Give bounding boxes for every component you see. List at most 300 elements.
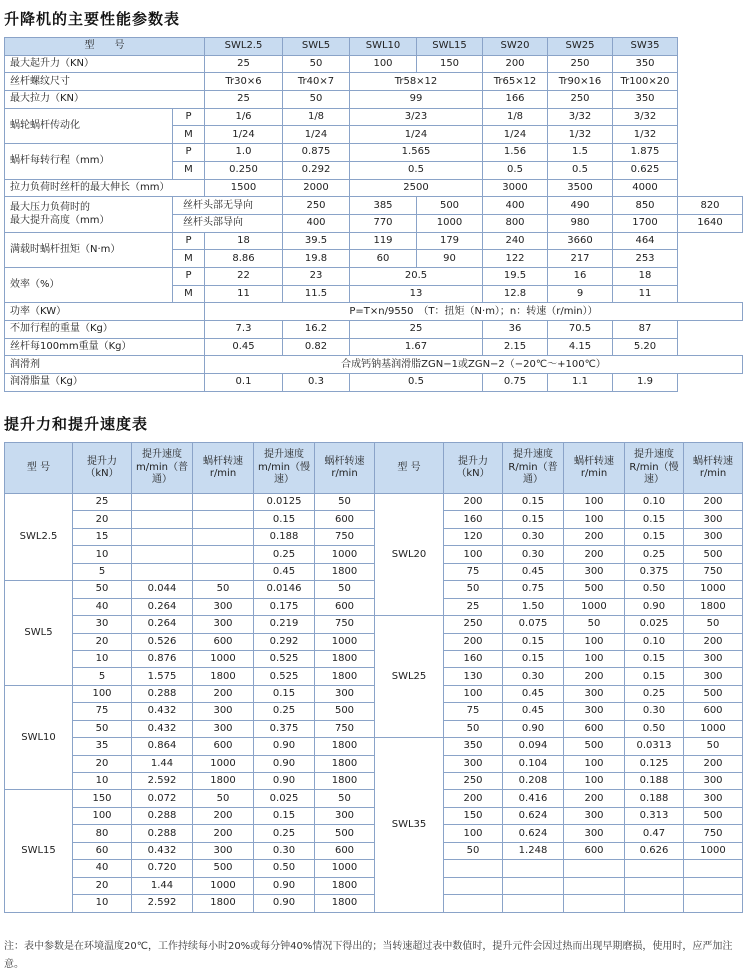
cell bbox=[132, 511, 193, 528]
cell: 100 bbox=[564, 755, 625, 772]
cell: 0.288 bbox=[132, 807, 193, 824]
table-row bbox=[5, 895, 743, 912]
cell: 50 bbox=[73, 581, 132, 598]
table-row bbox=[5, 703, 743, 720]
cell: 1000 bbox=[684, 581, 743, 598]
cell: 4.15 bbox=[548, 338, 613, 356]
speed-table bbox=[4, 442, 743, 913]
cell: 0.90 bbox=[254, 738, 315, 755]
cell: 300 bbox=[564, 807, 625, 824]
cell: 250 bbox=[283, 197, 350, 215]
cell: 0.0125 bbox=[254, 494, 315, 511]
cell: 0.125 bbox=[625, 755, 684, 772]
cell: 1800 bbox=[193, 668, 254, 685]
cell: 90 bbox=[417, 250, 483, 268]
cell: 50 bbox=[684, 616, 743, 633]
cell: 750 bbox=[315, 720, 375, 737]
cell: 0.50 bbox=[625, 720, 684, 737]
cell: 0.432 bbox=[132, 842, 193, 859]
pm-label: M bbox=[173, 126, 205, 144]
cell: 20 bbox=[73, 877, 132, 894]
cell: 0.15 bbox=[625, 528, 684, 545]
cell: 0.47 bbox=[625, 825, 684, 842]
cell: 1000 bbox=[193, 650, 254, 667]
cell: 300 bbox=[684, 528, 743, 545]
cell: 35 bbox=[73, 738, 132, 755]
cell: 1800 bbox=[193, 895, 254, 912]
cell: 160 bbox=[444, 511, 503, 528]
sub-label: 丝杆头部导向 bbox=[173, 214, 283, 232]
pm-label: P bbox=[173, 267, 205, 285]
row-height-1 bbox=[5, 197, 743, 215]
cell: 100 bbox=[564, 633, 625, 650]
cell: 600 bbox=[193, 738, 254, 755]
pm-label: M bbox=[173, 250, 205, 268]
cell: 0.626 bbox=[625, 842, 684, 859]
cell bbox=[503, 860, 564, 877]
cell: 2000 bbox=[283, 179, 350, 197]
cell: 16 bbox=[548, 267, 613, 285]
t2-header-rpm: 蜗杆转速r/min bbox=[193, 443, 254, 494]
cell: 500 bbox=[193, 860, 254, 877]
t1-header-cell: SWL2.5 bbox=[205, 38, 283, 56]
cell: 0.3 bbox=[283, 374, 350, 392]
cell bbox=[444, 877, 503, 894]
row-ratio-p bbox=[5, 108, 743, 126]
cell: 0.90 bbox=[254, 755, 315, 772]
t2-header-row bbox=[5, 443, 743, 494]
cell: 500 bbox=[564, 581, 625, 598]
pm-label: M bbox=[173, 161, 205, 179]
cell: 1800 bbox=[315, 563, 375, 580]
cell: 179 bbox=[417, 232, 483, 250]
cell: 1.5 bbox=[548, 144, 613, 162]
cell: 200 bbox=[483, 55, 548, 73]
cell: 50 bbox=[73, 720, 132, 737]
cell bbox=[684, 895, 743, 912]
cell: 0.30 bbox=[625, 703, 684, 720]
cell: 50 bbox=[283, 91, 350, 109]
cell: 50 bbox=[315, 494, 375, 511]
cell: 850 bbox=[613, 197, 678, 215]
cell: 0.208 bbox=[503, 773, 564, 790]
cell: 0.624 bbox=[503, 807, 564, 824]
t2-header-force: 提升力（kN） bbox=[73, 443, 132, 494]
cell: 500 bbox=[315, 703, 375, 720]
cell: 750 bbox=[315, 616, 375, 633]
cell: 464 bbox=[613, 232, 678, 250]
cell: 980 bbox=[548, 214, 613, 232]
cell: 150 bbox=[73, 790, 132, 807]
cell: 25 bbox=[350, 321, 483, 339]
cell: Tr58×12 bbox=[350, 73, 483, 91]
table-row bbox=[5, 668, 743, 685]
cell: 3/32 bbox=[613, 108, 678, 126]
cell: 19.8 bbox=[283, 250, 350, 268]
cell bbox=[193, 528, 254, 545]
cell: 600 bbox=[315, 842, 375, 859]
cell: 75 bbox=[73, 703, 132, 720]
cell: 100 bbox=[444, 825, 503, 842]
cell: 0.175 bbox=[254, 598, 315, 615]
cell: 200 bbox=[444, 790, 503, 807]
cell: 60 bbox=[73, 842, 132, 859]
cell: 50 bbox=[193, 581, 254, 598]
cell: 1800 bbox=[315, 650, 375, 667]
cell: 500 bbox=[417, 197, 483, 215]
table-row bbox=[5, 581, 743, 598]
cell: 0.25 bbox=[254, 703, 315, 720]
cell: 250 bbox=[548, 55, 613, 73]
cell: 200 bbox=[564, 528, 625, 545]
row-thread bbox=[5, 73, 743, 91]
cell: 300 bbox=[564, 563, 625, 580]
cell: 300 bbox=[684, 668, 743, 685]
cell: 22 bbox=[205, 267, 283, 285]
row-label: 最大起升力（KN） bbox=[5, 55, 205, 73]
cell: 0.875 bbox=[283, 144, 350, 162]
t2-header-model-r: 型 号 bbox=[375, 443, 444, 494]
row-max-extension bbox=[5, 179, 743, 197]
t1-header-cell: SWL10 bbox=[350, 38, 417, 56]
cell: 16.2 bbox=[283, 321, 350, 339]
cell: 300 bbox=[564, 703, 625, 720]
cell: 3660 bbox=[548, 232, 613, 250]
cell: 40 bbox=[73, 860, 132, 877]
cell: 23 bbox=[283, 267, 350, 285]
cell: 0.15 bbox=[254, 685, 315, 702]
cell: 1800 bbox=[315, 738, 375, 755]
row-label: 最大拉力（KN） bbox=[5, 91, 205, 109]
table-row bbox=[5, 825, 743, 842]
cell: 0.45 bbox=[205, 338, 283, 356]
table-row bbox=[5, 616, 743, 633]
cell: 100 bbox=[444, 546, 503, 563]
cell: 19.5 bbox=[483, 267, 548, 285]
cell: 0.45 bbox=[503, 685, 564, 702]
cell: 1/8 bbox=[483, 108, 548, 126]
pm-label: P bbox=[173, 232, 205, 250]
cell: 60 bbox=[350, 250, 417, 268]
cell bbox=[564, 895, 625, 912]
cell: 0.15 bbox=[503, 650, 564, 667]
cell: 0.5 bbox=[548, 161, 613, 179]
table-row bbox=[5, 650, 743, 667]
cell: 0.50 bbox=[625, 581, 684, 598]
cell: 300 bbox=[315, 685, 375, 702]
cell: 200 bbox=[684, 494, 743, 511]
cell: 0.5 bbox=[483, 161, 548, 179]
cell: 99 bbox=[350, 91, 483, 109]
cell: 250 bbox=[444, 616, 503, 633]
cell: 1/8 bbox=[283, 108, 350, 126]
cell: 1800 bbox=[684, 598, 743, 615]
cell: 0.188 bbox=[625, 790, 684, 807]
cell: Tr30×6 bbox=[205, 73, 283, 91]
cell: 119 bbox=[350, 232, 417, 250]
cell: 36 bbox=[483, 321, 548, 339]
cell: 0.15 bbox=[503, 511, 564, 528]
cell: 0.45 bbox=[503, 703, 564, 720]
cell: 500 bbox=[684, 546, 743, 563]
cell: 10 bbox=[73, 650, 132, 667]
cell: Tr100×20 bbox=[613, 73, 678, 91]
cell bbox=[503, 895, 564, 912]
cell: 0.75 bbox=[503, 581, 564, 598]
cell: 0.313 bbox=[625, 807, 684, 824]
cell: 0.876 bbox=[132, 650, 193, 667]
row-label: 效率（%） bbox=[5, 267, 173, 302]
cell: 0.25 bbox=[625, 685, 684, 702]
row-weight-100 bbox=[5, 338, 743, 356]
cell: 0.219 bbox=[254, 616, 315, 633]
cell: 50 bbox=[315, 790, 375, 807]
cell: 75 bbox=[444, 703, 503, 720]
cell: 300 bbox=[444, 755, 503, 772]
row-label-line: 最大提升高度（mm） bbox=[10, 215, 110, 227]
cell: 1800 bbox=[193, 773, 254, 790]
cell: 5.20 bbox=[613, 338, 678, 356]
cell: 500 bbox=[315, 825, 375, 842]
cell bbox=[444, 860, 503, 877]
cell bbox=[193, 511, 254, 528]
cell: 0.45 bbox=[254, 563, 315, 580]
cell: 10 bbox=[73, 773, 132, 790]
cell: 1.44 bbox=[132, 755, 193, 772]
row-label: 润滑剂 bbox=[5, 356, 205, 374]
cell: Tr40×7 bbox=[283, 73, 350, 91]
table-row bbox=[5, 633, 743, 650]
row-lube-qty bbox=[5, 374, 743, 392]
row-label: 丝杆每100mm重量（Kg） bbox=[5, 338, 205, 356]
model-cell: SWL10 bbox=[5, 685, 73, 790]
cell: 0.5 bbox=[350, 161, 483, 179]
cell: 240 bbox=[483, 232, 548, 250]
cell: 1.9 bbox=[613, 374, 678, 392]
cell: 750 bbox=[315, 528, 375, 545]
t1-header-model: 型 号 bbox=[5, 38, 205, 56]
cell: 1/24 bbox=[283, 126, 350, 144]
cell: 300 bbox=[193, 616, 254, 633]
cell: 18 bbox=[613, 267, 678, 285]
cell: 11.5 bbox=[283, 285, 350, 303]
model-cell: SWL20 bbox=[375, 494, 444, 616]
cell: 400 bbox=[283, 214, 350, 232]
cell: 0.525 bbox=[254, 668, 315, 685]
cell: 300 bbox=[193, 598, 254, 615]
cell: 100 bbox=[564, 511, 625, 528]
cell: 0.30 bbox=[254, 842, 315, 859]
cell: 20.5 bbox=[350, 267, 483, 285]
cell: 1/32 bbox=[548, 126, 613, 144]
cell: 50 bbox=[684, 738, 743, 755]
table-row bbox=[5, 563, 743, 580]
cell: 0.90 bbox=[254, 773, 315, 790]
cell: 1.1 bbox=[548, 374, 613, 392]
cell: 200 bbox=[684, 633, 743, 650]
cell: 0.15 bbox=[625, 650, 684, 667]
table-row bbox=[5, 720, 743, 737]
cell: 15 bbox=[73, 528, 132, 545]
cell: 1.44 bbox=[132, 877, 193, 894]
cell bbox=[132, 563, 193, 580]
cell: 122 bbox=[483, 250, 548, 268]
cell: 1000 bbox=[315, 860, 375, 877]
cell: 0.50 bbox=[254, 860, 315, 877]
cell: 800 bbox=[483, 214, 548, 232]
cell: 70.5 bbox=[548, 321, 613, 339]
cell: 1.248 bbox=[503, 842, 564, 859]
cell: 770 bbox=[350, 214, 417, 232]
cell: 3/23 bbox=[350, 108, 483, 126]
cell: 0.264 bbox=[132, 598, 193, 615]
cell bbox=[444, 895, 503, 912]
cell: 0.094 bbox=[503, 738, 564, 755]
table-row bbox=[5, 494, 743, 511]
cell: 0.15 bbox=[625, 511, 684, 528]
cell: 0.292 bbox=[283, 161, 350, 179]
cell: 0.432 bbox=[132, 703, 193, 720]
table-row bbox=[5, 807, 743, 824]
cell: 0.025 bbox=[625, 616, 684, 633]
cell: 0.30 bbox=[503, 528, 564, 545]
cell: 1/24 bbox=[483, 126, 548, 144]
cell: 300 bbox=[193, 703, 254, 720]
cell: 200 bbox=[193, 807, 254, 824]
cell: 1000 bbox=[315, 633, 375, 650]
table-row bbox=[5, 598, 743, 615]
cell: 130 bbox=[444, 668, 503, 685]
cell: 100 bbox=[444, 685, 503, 702]
cell: 0.82 bbox=[283, 338, 350, 356]
cell: 200 bbox=[684, 755, 743, 772]
cell: 0.15 bbox=[254, 807, 315, 824]
cell: 1.56 bbox=[483, 144, 548, 162]
cell: 0.375 bbox=[254, 720, 315, 737]
table-row bbox=[5, 842, 743, 859]
cell: 0.1 bbox=[205, 374, 283, 392]
cell: 150 bbox=[417, 55, 483, 73]
cell: 0.375 bbox=[625, 563, 684, 580]
cell: 0.720 bbox=[132, 860, 193, 877]
performance-table bbox=[4, 37, 743, 392]
cell: 0.292 bbox=[254, 633, 315, 650]
cell: 250 bbox=[548, 91, 613, 109]
t2-header-speed-normal-r: 提升速度R/min（普通） bbox=[503, 443, 564, 494]
row-label: 功率（KW） bbox=[5, 303, 205, 321]
cell: 1800 bbox=[315, 895, 375, 912]
cell: 50 bbox=[564, 616, 625, 633]
t2-header-rpm2-r: 蜗杆转速r/min bbox=[684, 443, 743, 494]
row-label: 满载时蜗杆扭矩（N·m） bbox=[5, 232, 173, 267]
cell: 0.0146 bbox=[254, 581, 315, 598]
t1-header-cell: SW25 bbox=[548, 38, 613, 56]
cell: 300 bbox=[684, 511, 743, 528]
cell bbox=[193, 563, 254, 580]
row-label: 不加行程的重量（Kg） bbox=[5, 321, 205, 339]
cell: 0.90 bbox=[503, 720, 564, 737]
cell: 0.15 bbox=[254, 511, 315, 528]
cell: 0.188 bbox=[625, 773, 684, 790]
cell: 87 bbox=[613, 321, 678, 339]
cell: 25 bbox=[444, 598, 503, 615]
cell: 3000 bbox=[483, 179, 548, 197]
cell: 0.90 bbox=[254, 895, 315, 912]
cell: 0.104 bbox=[503, 755, 564, 772]
cell: 8.86 bbox=[205, 250, 283, 268]
cell: 2.15 bbox=[483, 338, 548, 356]
cell: 1800 bbox=[315, 877, 375, 894]
table-row bbox=[5, 877, 743, 894]
cell: 160 bbox=[444, 650, 503, 667]
cell: 100 bbox=[73, 685, 132, 702]
t2-header-model: 型 号 bbox=[5, 443, 73, 494]
cell: 600 bbox=[684, 703, 743, 720]
cell: 400 bbox=[483, 197, 548, 215]
cell: 300 bbox=[684, 790, 743, 807]
cell: 18 bbox=[205, 232, 283, 250]
cell: 50 bbox=[444, 581, 503, 598]
row-stroke-p bbox=[5, 144, 743, 162]
cell: 0.45 bbox=[503, 563, 564, 580]
cell: 300 bbox=[315, 807, 375, 824]
cell: 1/24 bbox=[350, 126, 483, 144]
row-power bbox=[5, 303, 743, 321]
cell bbox=[193, 494, 254, 511]
cell bbox=[625, 860, 684, 877]
t2-header-rpm-r: 蜗杆转速r/min bbox=[564, 443, 625, 494]
cell: 100 bbox=[564, 773, 625, 790]
table2-title: 提升力和提升速度表 bbox=[4, 415, 149, 433]
cell: 10 bbox=[73, 546, 132, 563]
cell: 150 bbox=[444, 807, 503, 824]
table-row bbox=[5, 511, 743, 528]
sub-label: 丝杆头部无导向 bbox=[173, 197, 283, 215]
cell: 217 bbox=[548, 250, 613, 268]
cell: 0.15 bbox=[625, 668, 684, 685]
cell: 5 bbox=[73, 563, 132, 580]
cell: 20 bbox=[73, 511, 132, 528]
cell: 0.075 bbox=[503, 616, 564, 633]
cell: 1/32 bbox=[613, 126, 678, 144]
cell: 50 bbox=[315, 581, 375, 598]
cell: 300 bbox=[564, 825, 625, 842]
row-torque-p bbox=[5, 232, 743, 250]
cell: 39.5 bbox=[283, 232, 350, 250]
cell bbox=[564, 877, 625, 894]
footnote: 注：表中参数是在环境温度20℃，工作持续每小时20%或每分钟40%情况下得出的；当转速超过表中数值时，提升元件会因过热而出现早期磨损，使用时，应严加注意。 bbox=[4, 941, 733, 970]
cell: 0.188 bbox=[254, 528, 315, 545]
cell: 50 bbox=[193, 790, 254, 807]
cell: 75 bbox=[444, 563, 503, 580]
cell: 300 bbox=[684, 773, 743, 790]
table-row bbox=[5, 790, 743, 807]
row-label: 润滑脂量（Kg） bbox=[5, 374, 205, 392]
row-lubricant bbox=[5, 356, 743, 374]
cell: 0.10 bbox=[625, 633, 684, 650]
cell: 820 bbox=[678, 197, 743, 215]
cell: 0.072 bbox=[132, 790, 193, 807]
cell: 600 bbox=[315, 511, 375, 528]
t1-header-cell: SW35 bbox=[613, 38, 678, 56]
cell: 166 bbox=[483, 91, 548, 109]
cell: 500 bbox=[684, 807, 743, 824]
table-row bbox=[5, 755, 743, 772]
cell: 350 bbox=[444, 738, 503, 755]
cell: 0.264 bbox=[132, 616, 193, 633]
cell bbox=[625, 877, 684, 894]
cell: 100 bbox=[73, 807, 132, 824]
